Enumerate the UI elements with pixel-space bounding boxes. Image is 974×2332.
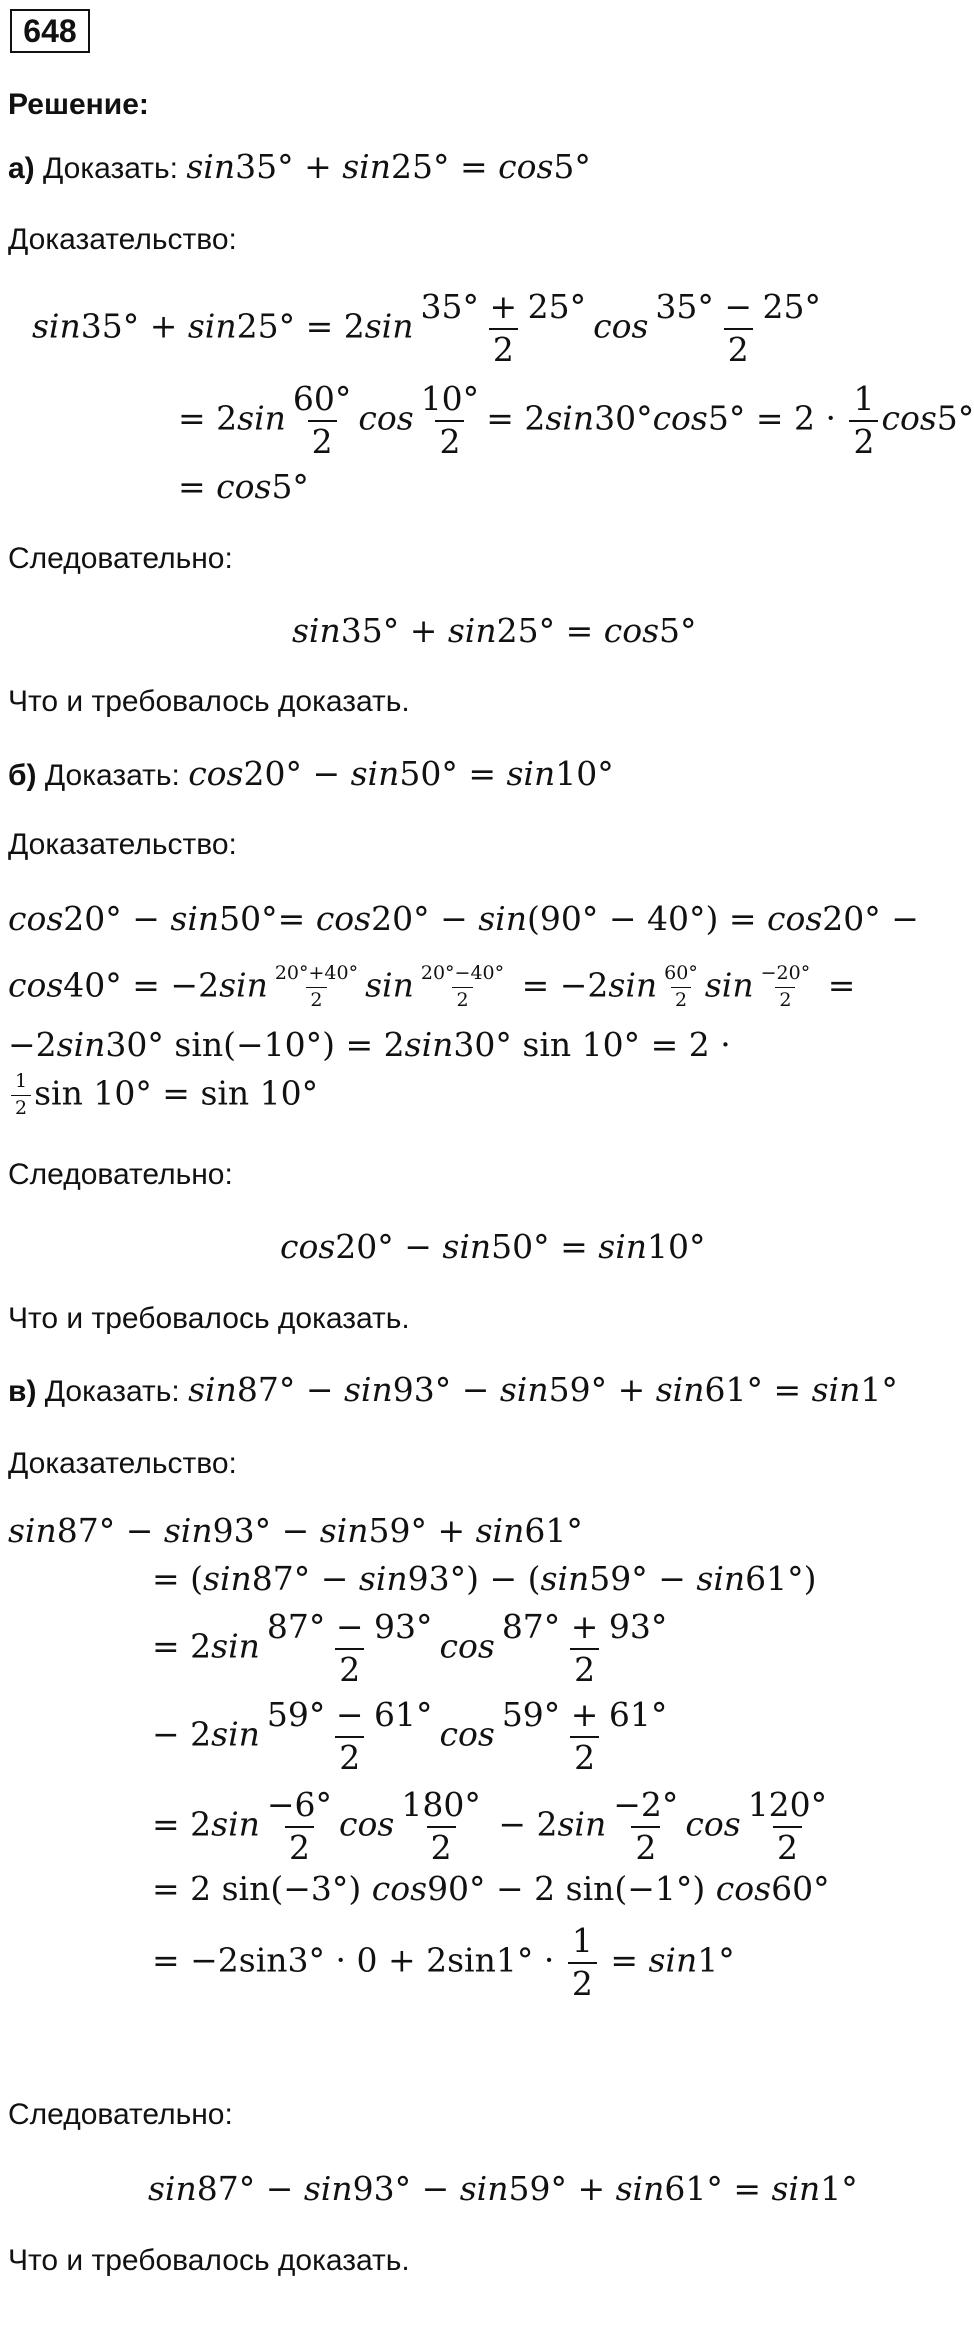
- part-a-line-3: = cos5°: [178, 467, 309, 506]
- hence-label-c: Следовательно:: [8, 2098, 233, 2131]
- part-c-statement: [8, 1370, 898, 1409]
- part-a-conclusion: sin35° + sin25° = cos5°: [292, 611, 697, 650]
- prove-label: Доказать:: [43, 152, 178, 185]
- problem-number: 648: [10, 9, 90, 53]
- proof-label-c: Доказательство:: [8, 1447, 237, 1480]
- part-c-line-6: = 2 sin(−3°) cos90° − 2 sin(−1°) cos60°: [152, 1869, 830, 1908]
- part-c-conclusion: sin87° − sin93° − sin59° + sin61° = sin1°: [148, 2169, 858, 2208]
- hence-label-a: Следовательно:: [8, 542, 233, 575]
- part-b-claim: cos20° − sin50° = sin10°: [188, 754, 614, 793]
- qed-b: Что и требовалось доказать.: [8, 1302, 410, 1335]
- part-b-line-3: −2sin30° sin(−10°) = 2sin30° sin 10° = 2 ·: [8, 1025, 731, 1064]
- part-a-claim: sin35° + sin25° = cos5°: [186, 147, 591, 186]
- part-c-claim: sin87° − sin93° − sin59° + sin61° = sin1°: [188, 1370, 898, 1409]
- part-b-line-2: cos40° = −2sin $\frac{20^\circ+40^\circ}{2}$ sin $\frac{20^\circ-40^\circ}{2}$ = −2sin $\frac{60^\circ}{2}$ sin $\frac{-20^\circ}{2}$ =: [8, 962, 856, 1011]
- part-a-line-1: sin35° + sin25° = 2sin $\frac{35^\circ + 25^\circ}{2}$ cos $\frac{35^\circ - 25^\circ}{2}$: [32, 287, 822, 369]
- hence-label-b: Следовательно:: [8, 1158, 233, 1191]
- part-c-line-3: = 2sin $\frac{87^\circ - 93^\circ}{2}$ cos $\frac{87^\circ + 93^\circ}{2}$: [152, 1607, 668, 1689]
- part-b-letter: б): [8, 759, 37, 792]
- part-c-letter: в): [8, 1375, 37, 1408]
- part-b-statement: [8, 754, 614, 793]
- qed-a: Что и требовалось доказать.: [8, 685, 410, 718]
- proof-label-a: Доказательство:: [8, 223, 237, 256]
- part-b-line-4: $\frac{1}{2}$ sin 10° = sin 10°: [8, 1072, 318, 1119]
- part-a-line-2: = 2sin $\frac{60^\circ}{2}$ cos $\frac{10^\circ}{2}$ = 2sin30°cos5° = 2 · $\frac{1}{2}$ cos5°: [178, 379, 974, 461]
- part-c-line-4: − 2sin $\frac{59^\circ - 61^\circ}{2}$ cos $\frac{59^\circ + 61^\circ}{2}$: [152, 1695, 668, 1777]
- proof-label-b: Доказательство:: [8, 828, 237, 861]
- qed-c: Что и требовалось доказать.: [8, 2244, 410, 2277]
- prove-label: Доказать:: [44, 1375, 180, 1408]
- part-c-line-5: = 2sin $\frac{-6^\circ}{2}$ cos $\frac{180^\circ}{2}$ − 2sin $\frac{-2^\circ}{2}$ cos $\frac{120^\circ}{2}$: [152, 1785, 828, 1867]
- part-c-line-2: = (sin87° − sin93°) − (sin59° − sin61°): [152, 1559, 817, 1598]
- part-a-statement: [8, 147, 591, 186]
- part-a-letter: а): [8, 152, 35, 185]
- part-b-line-1: cos20° − sin50°= cos20° − sin(90° − 40°) = cos20° −: [8, 899, 919, 938]
- part-c-line-1: sin87° − sin93° − sin59° + sin61°: [8, 1511, 583, 1550]
- prove-label: Доказать:: [44, 759, 180, 792]
- solution-heading: Решение:: [8, 88, 149, 121]
- part-b-conclusion: cos20° − sin50° = sin10°: [280, 1227, 706, 1266]
- part-c-line-7: = −2sin3° · 0 + 2sin1° · $\frac{1}{2}$ = sin1°: [152, 1921, 735, 2003]
